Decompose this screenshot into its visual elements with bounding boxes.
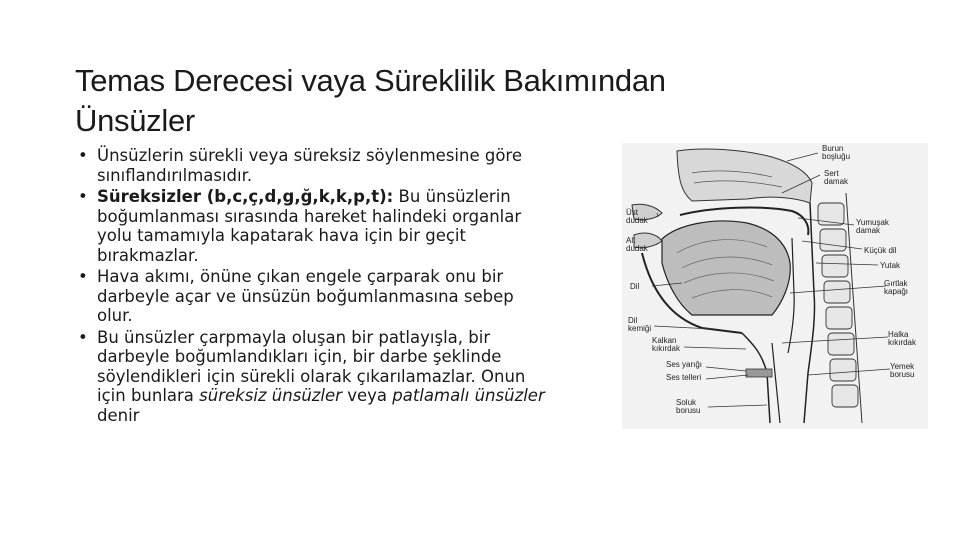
bullet-icon: •	[78, 327, 88, 347]
label-yemek-borusu: Yemek borusu	[890, 362, 915, 379]
label-alt-dudak: Alt dudak	[626, 236, 648, 253]
label-kucuk-dil: Küçük dil	[864, 246, 897, 255]
label-girtlak-kapagi: Gırtlak kapağı	[884, 279, 909, 296]
label-yumusak-damak: Yumuşak damak	[856, 218, 889, 235]
bullet-item: • Bu ünsüzler çarpmayla oluşan bir patlayışla, bir darbeyle boğumlandıkları için, bir darbe şeklinde söylendikleri için sürekli olarak çıkarılamazlar. Onun için bunlara süreksiz ünsüzler veya patlamalı ünsüzler denir	[78, 327, 545, 425]
label-yutak: Yutak	[880, 261, 901, 270]
label-halka-kikirdak: Halka kıkırdak	[888, 330, 917, 347]
label-sert-damak: Sert damak	[824, 169, 849, 186]
bullet-icon: •	[78, 146, 88, 165]
label-ust-dudak: Üst dudak	[626, 208, 648, 225]
label-kalkan-kikirdak: Kalkan kıkırdak	[652, 336, 681, 353]
vocal-tract-svg	[622, 143, 928, 429]
bullet-item: • Ünsüzlerin sürekli veya süreksiz söylenmesine göre sınıflandırılmasıdır.	[78, 146, 523, 185]
label-ses-yarigi: Ses yarığı	[666, 360, 703, 369]
label-dil: Dil	[630, 282, 640, 291]
bullet-item: • Süreksizler (b,c,ç,d,g,ğ,k,k,p,t): Bu ünsüzlerin boğumlanması sırasında hareket halindeki organlar yolu tamamıyla kapatarak hava için bir geçit bırakmazlar.	[78, 187, 522, 265]
label-dil-kemigi: Dil kemiği	[628, 316, 652, 333]
slide-title-line1: Temas Derecesi vaya Süreklilik Bakımından	[75, 62, 666, 98]
label-burun-boslugu: Burun boşluğu	[822, 144, 851, 161]
bullet-icon: •	[78, 187, 88, 206]
slide-title-line2: Ünsüzler	[75, 102, 195, 138]
label-soluk-borusu: Soluk borusu	[676, 398, 701, 415]
bullet-icon: •	[78, 267, 88, 286]
bullet-list	[78, 146, 548, 427]
slide-title	[75, 61, 795, 141]
label-ses-telleri: Ses telleri	[666, 373, 702, 382]
bullet-item: • Hava akımı, önüne çıkan engele çarparak onu bir darbeyle açar ve ünsüzün boğumlanmasına sebep olur.	[78, 267, 514, 325]
vocal-tract-diagram	[622, 143, 928, 429]
